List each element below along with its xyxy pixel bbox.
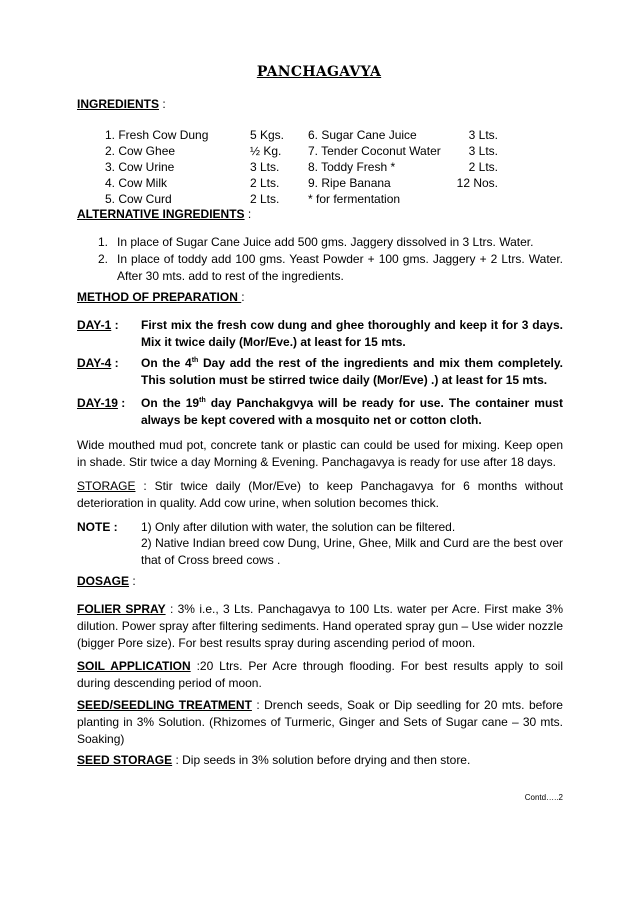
- seed-storage-label: SEED STORAGE: [77, 753, 173, 767]
- note-label-line: NOTE :: [77, 520, 118, 534]
- ingredient-qty: ½ Kg.: [250, 144, 282, 158]
- ingredient-item: 3. Cow Urine: [105, 160, 175, 174]
- ingredients-heading-line: [77, 96, 166, 113]
- ingredient-item: 4. Cow Milk: [105, 176, 168, 190]
- note-item: 1) Only after dilution with water, the solution can be filtered.: [141, 520, 456, 534]
- soil-paragraph: SOIL APPLICATION :20 Ltrs. Per Acre through flooding. For best results apply to soil during descending period of moon.: [77, 659, 563, 690]
- ingredients-left-names: [105, 127, 208, 207]
- alternative-heading-line: [77, 206, 251, 223]
- note-item: 2) Native Indian breed cow Dung, Urine, Ghee, Milk and Curd are the best over that of Cross breed cows .: [141, 536, 563, 567]
- note-label: NOTE: [77, 520, 111, 534]
- seedling-paragraph: SEED/SEEDLING TREATMENT : Drench seeds, Soak or Dip seedling for 20 mts. before planting in 3% Solution. (Rhizomes of Turmeric, Ginger and Sets of Sugar cane – 30 mts. Soaking): [77, 698, 563, 746]
- ingredients-heading: INGREDIENTS: [77, 97, 160, 111]
- day-label-line: DAY-1 :: [77, 318, 119, 332]
- seedling-label: SEED/SEEDLING TREATMENT: [77, 698, 252, 712]
- storage-label: STORAGE: [77, 479, 136, 493]
- day-label: DAY-19: [77, 396, 118, 410]
- day-label-line: DAY-4 :: [77, 356, 119, 370]
- folier-label: FOLIER SPRAY: [77, 602, 166, 616]
- alternative-heading: ALTERNATIVE INGREDIENTS: [77, 207, 245, 221]
- soil-label: SOIL APPLICATION: [77, 659, 191, 673]
- dosage-heading: DOSAGE: [77, 574, 130, 588]
- seed-storage-paragraph: SEED STORAGE : Dip seeds in 3% solution before drying and then store.: [77, 753, 471, 767]
- ingredient-item: 9. Ripe Banana: [308, 176, 391, 190]
- ingredient-item: 8. Toddy Fresh *: [308, 160, 396, 174]
- ingredient-qty: 3 Lts.: [250, 160, 280, 174]
- ingredient-item: 1. Fresh Cow Dung: [105, 128, 209, 142]
- day-text: On the 4th Day add the rest of the ingredients and mix them completely. This solution must be stirred twice daily (Mor/Eve) .) at least for 15 mts.: [141, 356, 563, 387]
- ingredient-qty: 2 Lts.: [250, 192, 280, 206]
- footer-contd: Contd…..2: [524, 793, 563, 802]
- page-title: PANCHAGAVYA: [256, 64, 382, 80]
- dosage-heading-line: DOSAGE :: [77, 574, 136, 588]
- ingredient-qty: 5 Kgs.: [250, 128, 285, 142]
- day-text: On the 19th day Panchakgvya will be ready for use. The container must always be kept covered with a mosquito net or cotton cloth.: [141, 396, 563, 427]
- ingredient-item: 7. Tender Coconut Water: [308, 144, 441, 158]
- mud-pot-paragraph: Wide mouthed mud pot, concrete tank or plastic can could be used for mixing. Keep open in shade. Stir twice a day Morning & Evening. Panchagavya is ready for use after 18 days.: [77, 438, 563, 469]
- method-heading-line: [77, 289, 245, 306]
- day-label: DAY-1: [77, 318, 112, 332]
- storage-paragraph: STORAGE : Stir twice daily (Mor/Eve) to keep Panchagavya for 6 months without deterioration in quality. Add cow urine, when solution becomes thick.: [77, 479, 563, 510]
- ingredient-qty: 3 Lts.: [468, 144, 498, 158]
- alternative-item: In place of Sugar Cane Juice add 500 gms. Jaggery dissolved in 3 Ltrs. Water.: [117, 235, 534, 249]
- method-sep: :: [241, 290, 245, 304]
- day-text: First mix the fresh cow dung and ghee thoroughly and keep it for 3 days. Mix it twice daily (Mor/Eve.) at least for 15 mts.: [141, 318, 563, 349]
- ingredient-item: 2. Cow Ghee: [105, 144, 176, 158]
- ingredient-item: * for fermentation: [308, 192, 401, 206]
- folier-paragraph: FOLIER SPRAY : 3% i.e., 3 Lts. Panchagavya to 100 Lts. water per Acre. First make 3% dilution. Power spray after filtering sediments. Hand operated spray gun – Use wider nozzle (bigger Pore size). For best results spray during ascending period of moon.: [77, 602, 563, 650]
- alternative-num: 2.: [98, 252, 109, 266]
- ingredient-qty: 2 Lts.: [468, 160, 498, 174]
- ingredients-left-qty: [250, 127, 284, 207]
- ingredient-item: 6. Sugar Cane Juice: [308, 128, 417, 142]
- ingredient-qty: 12 Nos.: [456, 176, 498, 190]
- ingredient-item: 5. Cow Curd: [105, 192, 172, 206]
- ingredient-qty: 3 Lts.: [468, 128, 498, 142]
- ingredients-sep: :: [159, 97, 166, 111]
- day-label: DAY-4: [77, 356, 112, 370]
- day-label-line: DAY-19 :: [77, 396, 126, 410]
- method-heading: METHOD OF PREPARATION: [77, 290, 242, 304]
- alternative-num: 1.: [98, 235, 109, 249]
- alternative-item: In place of toddy add 100 gms. Yeast Powder + 100 gms. Jaggery + 2 Ltrs. Water. After 30 mts. add to rest of the ingredients.: [117, 252, 563, 283]
- alternative-sep: :: [244, 207, 252, 221]
- ingredients-right-names: [308, 127, 441, 207]
- ingredients-right-qty: [432, 127, 498, 191]
- ingredient-qty: 2 Lts.: [250, 176, 280, 190]
